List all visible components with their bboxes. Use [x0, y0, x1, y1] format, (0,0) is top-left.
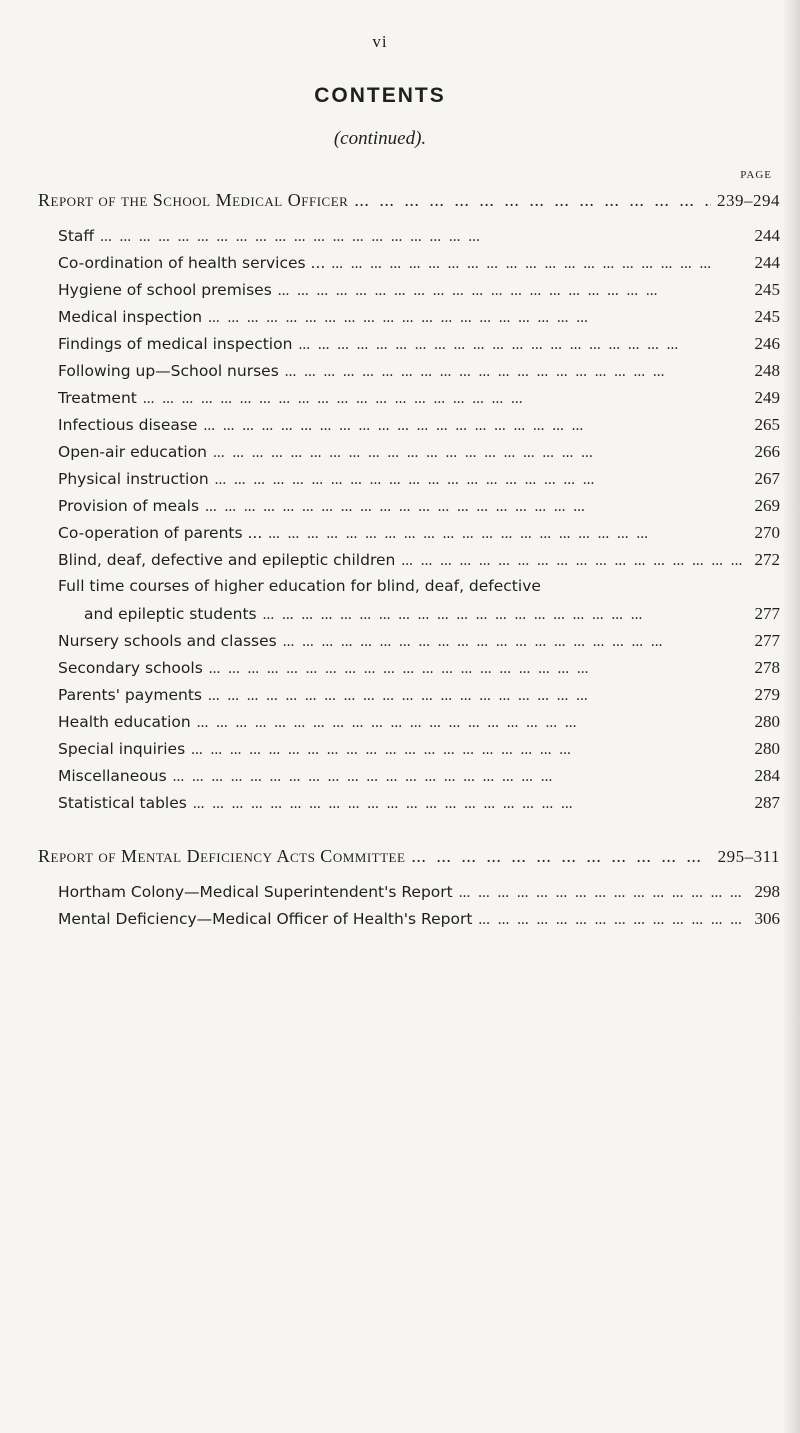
toc-entry-label: Blind, deaf, defective and epileptic children [58, 551, 396, 569]
toc-entry-label: Hygiene of school premises [58, 281, 272, 299]
leader-dots [213, 444, 748, 462]
toc-entry [58, 415, 780, 435]
toc-entry-page: 245 [754, 307, 780, 326]
toc-entry-page: 267 [754, 469, 780, 488]
toc-entry [58, 442, 780, 462]
toc-entry [58, 334, 780, 354]
toc-entry-label: Medical inspection [58, 308, 203, 326]
toc-entry [58, 280, 780, 300]
toc-entry-page: 246 [754, 334, 780, 353]
toc-entry-continued [58, 577, 780, 595]
toc-entry-page: 280 [754, 712, 780, 731]
toc-entry-page: 248 [754, 361, 780, 380]
toc-entry-label: Following up—School nurses [58, 362, 279, 380]
leader-dots [411, 846, 711, 867]
toc-entry [58, 631, 780, 651]
toc-entry-page: 306 [754, 909, 780, 928]
toc-entry [58, 523, 780, 543]
toc-entry-label: Open-air education [58, 443, 208, 461]
toc-entry [58, 550, 780, 570]
toc-entry [58, 469, 780, 489]
leader-dots [215, 471, 749, 489]
toc-entry-label: Staff [58, 227, 95, 245]
page-edge-shadow [782, 0, 800, 1433]
toc-entry-page: 298 [754, 882, 780, 901]
section-heading-label: Report of Mental Deficiency Acts Committee [38, 846, 406, 866]
section-page-range: 239–294 [717, 191, 780, 210]
leader-dots [197, 714, 749, 732]
leader-dots [209, 660, 749, 678]
leader-dots [263, 606, 749, 624]
leader-dots [459, 884, 749, 902]
toc-entry-label: Special inquiries [58, 740, 186, 758]
toc-entry [58, 388, 780, 408]
toc-entry-label: Co-ordination of health services ... [58, 254, 326, 272]
toc-entry-page: 269 [754, 496, 780, 515]
toc-entry-page: 287 [754, 793, 780, 812]
page-title: CONTENTS [314, 84, 446, 107]
toc-entry-label: Hortham Colony—Medical Superintendent's Report [58, 883, 453, 901]
leader-dots [401, 552, 748, 570]
toc-entry-page: 249 [754, 388, 780, 407]
section-page-range: 295–311 [717, 847, 780, 866]
leader-dots [191, 741, 748, 759]
toc-entry-label: Physical instruction [58, 470, 209, 488]
toc-entry [58, 712, 780, 732]
toc-entry [58, 766, 780, 786]
toc-entry [58, 658, 780, 678]
toc-entry-label: Treatment [58, 389, 137, 407]
toc-entry-label: Miscellaneous [58, 767, 167, 785]
leader-dots [354, 190, 711, 211]
toc-entry-page: 284 [754, 766, 780, 785]
toc-entry [84, 604, 780, 624]
toc-entry [58, 496, 780, 516]
toc-entry-label: Statistical tables [58, 794, 187, 812]
toc-entry-label: Health education [58, 713, 191, 731]
toc-entry-page: 244 [754, 226, 780, 245]
toc-entry-page: 266 [754, 442, 780, 461]
toc-entry-label: Mental Deficiency—Medical Officer of Health's Report [58, 910, 473, 928]
toc-entry-label: Infectious disease [58, 416, 198, 434]
toc-entry-page: 270 [754, 523, 780, 542]
toc-entry-page: 279 [754, 685, 780, 704]
toc-entry-label: Nursery schools and classes [58, 632, 277, 650]
toc-entry-page: 277 [754, 631, 780, 650]
leader-dots [208, 309, 748, 327]
toc-entry [58, 793, 780, 813]
leader-dots [203, 417, 748, 435]
leader-dots [268, 525, 748, 543]
toc-entry-label: Secondary schools [58, 659, 203, 677]
toc-entry-page: 277 [754, 604, 780, 623]
toc-entry-label: Provision of meals [58, 497, 200, 515]
toc-entry [58, 226, 780, 246]
subtitle-text: (continued). [333, 128, 427, 149]
toc-entry [58, 882, 780, 902]
toc-entry-label: Co-operation of parents ... [58, 524, 263, 542]
page-column-heading: PAGE [740, 169, 772, 181]
section-heading-label: Report of the School Medical Officer [38, 190, 349, 210]
toc-entry-page: 278 [754, 658, 780, 677]
toc-entry [58, 739, 780, 759]
section-heading [38, 846, 780, 867]
toc-entry-page: 244 [754, 253, 780, 272]
leader-dots [278, 282, 749, 300]
toc-entry-label: Findings of medical inspection [58, 335, 293, 353]
page-folio: vi [372, 32, 388, 51]
toc-entry-label: Parents' payments [58, 686, 203, 704]
toc-entry-label: and epileptic students [84, 605, 257, 623]
toc-entry-page: 265 [754, 415, 780, 434]
toc-entry [58, 361, 780, 381]
leader-dots [283, 633, 749, 651]
toc-entry-label: Full time courses of higher education for blind, deaf, defective [58, 577, 541, 595]
leader-dots [285, 363, 749, 381]
leader-dots [143, 390, 749, 408]
toc-entry [58, 307, 780, 327]
leader-dots [478, 911, 748, 929]
section-heading [38, 190, 780, 211]
toc-entry-page: 245 [754, 280, 780, 299]
leader-dots [331, 255, 748, 273]
leader-dots [298, 336, 748, 354]
toc-entry [58, 685, 780, 705]
toc-entry-page: 280 [754, 739, 780, 758]
leader-dots [205, 498, 748, 516]
leader-dots [208, 687, 748, 705]
toc-entry-page: 272 [754, 550, 780, 569]
leader-dots [100, 228, 748, 246]
page-subtitle [0, 128, 760, 150]
leader-dots [173, 768, 749, 786]
leader-dots [193, 795, 749, 813]
toc-entry [58, 253, 780, 273]
toc-entry [58, 909, 780, 929]
